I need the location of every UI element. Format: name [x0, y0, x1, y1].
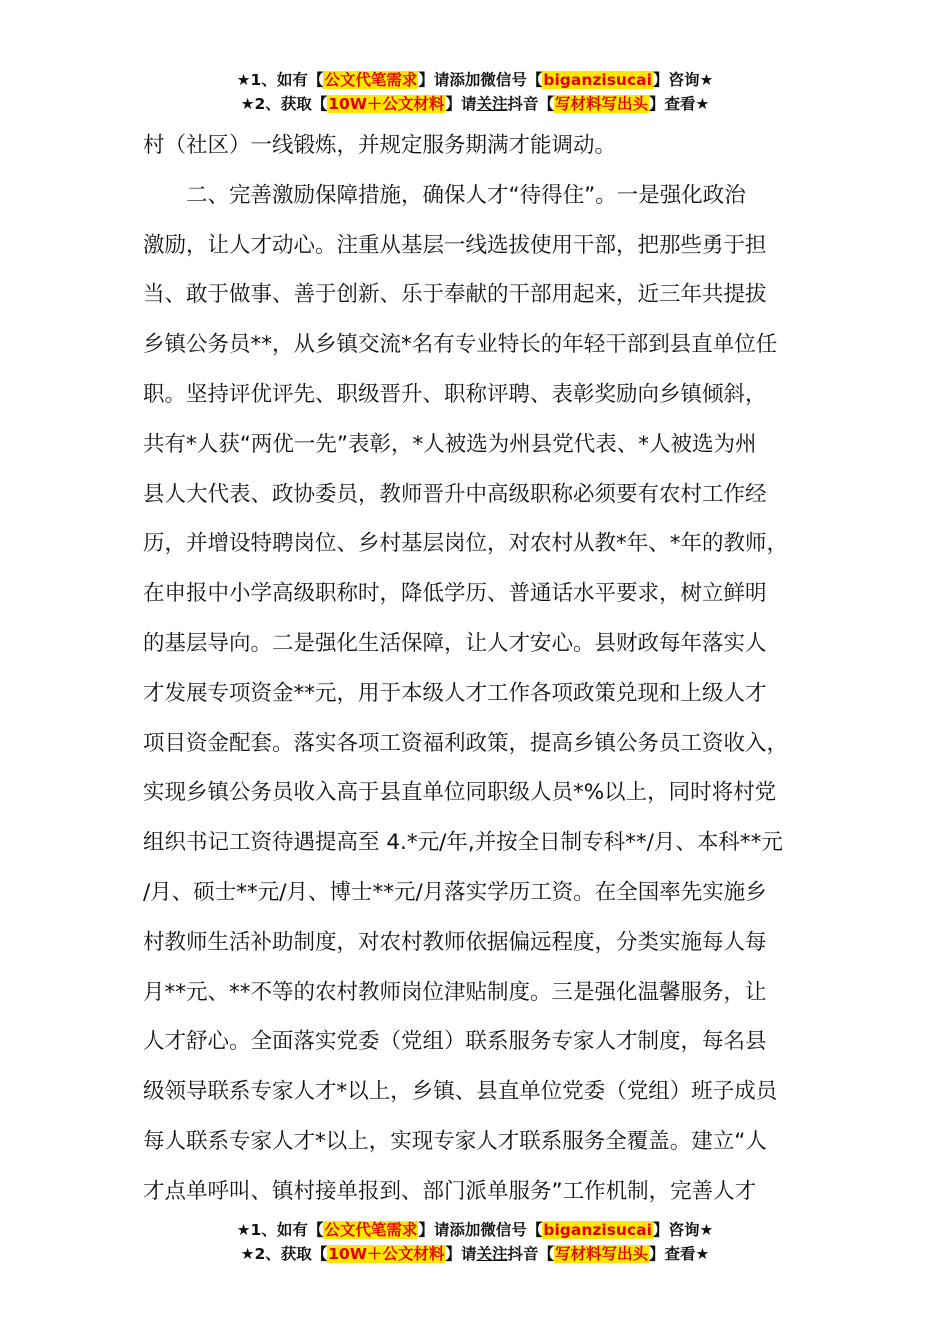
body-line: 职。坚持评优评先、职级晋升、职称评聘、表彰奖励向乡镇倾斜，: [143, 381, 767, 407]
body-line: 乡镇公务员**，从乡镇交流*名有专业特长的年轻干部到县直单位任: [143, 332, 778, 358]
body-line: 村教师生活补助制度，对农村教师依据偏远程度，分类实施每人每: [143, 929, 767, 955]
banner-text: 】咨询★: [652, 71, 714, 89]
footer-banner: [0, 1218, 950, 1266]
banner-line-1: [0, 1218, 950, 1242]
body-line: 激励，让人才动心。注重从基层一线选拔使用干部，把那些勇于担: [143, 232, 767, 258]
banner-text: ★2、获取【: [240, 95, 328, 113]
banner-text: 】请添加: [418, 1221, 481, 1239]
banner-text: 】请: [445, 95, 477, 113]
banner-text: ★1、如有【: [236, 1221, 324, 1239]
body-line: 村（社区）一线锻炼，并规定服务期满才能调动。: [143, 133, 617, 158]
body-line: 才发展专项资金**元，用于本级人才工作各项政策兑现和上级人才: [143, 680, 767, 706]
banner-line-2: [0, 92, 950, 116]
body-line: 共有*人获“两优一先”表彰，*人被选为州县党代表、*人被选为州: [143, 431, 757, 457]
underlined-text: 关注: [476, 95, 508, 113]
header-banner: [0, 68, 950, 116]
body-line: 历，并增设特聘岗位、乡村基层岗位，对农村从教*年、*年的教师，: [143, 531, 789, 557]
banner-text: ★1、如有【: [236, 71, 324, 89]
banner-text: 抖音【: [507, 95, 554, 113]
body-line: 每人联系专家人才*以上，实现专家人才联系服务全覆盖。建立“人: [143, 1128, 767, 1154]
banner-line-1: [0, 68, 950, 92]
banner-line-2: [0, 1242, 950, 1266]
highlight-text: 10W＋公文材料: [328, 95, 445, 113]
highlight-text: 写材料写出头: [554, 1245, 648, 1263]
body-line: 在申报中小学高级职称时，降低学历、普通话水平要求，树立鲜明: [143, 581, 767, 607]
highlight-text: 10W＋公文材料: [328, 1245, 445, 1263]
highlight-text: biganzisucai: [543, 1221, 652, 1239]
body-line: 组织书记工资待遇提高至 4.*元/年,并按全日制专科**/月、本科**元: [143, 830, 783, 856]
banner-text: ★2、获取【: [240, 1245, 328, 1263]
banner-text: 】查看★: [649, 1245, 710, 1263]
banner-text: 】请: [445, 1245, 477, 1263]
underlined-text: 关注: [476, 1245, 508, 1263]
body-line: 才点单呼叫、镇村接单报到、部门派单服务”工作机制，完善人才: [143, 1178, 757, 1204]
highlight-text: 公文代笔需求: [324, 71, 418, 89]
banner-text: 微信号【: [480, 1221, 543, 1239]
banner-text: 抖音【: [507, 1245, 554, 1263]
body-line: 的基层导向。二是强化生活保障，让人才安心。县财政每年落实人: [143, 630, 767, 656]
highlight-text: 公文代笔需求: [324, 1221, 418, 1239]
body-line: 项目资金配套。落实各项工资福利政策，提高乡镇公务员工资收入，: [143, 730, 789, 756]
body-line: 当、敢于做事、善于创新、乐于奉献的干部用起来，近三年共提拔: [143, 282, 767, 308]
document-body: [143, 121, 813, 1217]
body-line: /月、硕士**元/月、博士**元/月落实学历工资。在全国率先实施乡: [143, 879, 767, 905]
banner-text: 】咨询★: [652, 1221, 714, 1239]
body-line: 二、完善激励保障措施，确保人才“待得住”。一是强化政治: [143, 182, 746, 208]
body-line: 月**元、**不等的农村教师岗位津贴制度。三是强化温馨服务，让: [143, 979, 767, 1005]
body-line: 人才舒心。全面落实党委（党组）联系服务专家人才制度，每名县: [143, 1029, 767, 1055]
highlight-text: biganzisucai: [543, 71, 652, 89]
highlight-text: 写材料写出头: [554, 95, 648, 113]
body-line: 实现乡镇公务员收入高于县直单位同职级人员*%以上，同时将村党: [143, 780, 777, 806]
banner-text: 】查看★: [649, 95, 710, 113]
banner-text: 】请添加: [418, 71, 481, 89]
banner-text: 微信号【: [480, 71, 543, 89]
body-line: 级领导联系专家人才*以上，乡镇、县直单位党委（党组）班子成员: [143, 1079, 778, 1105]
body-line: 县人大代表、政协委员，教师晋升中高级职称必须要有农村工作经: [143, 481, 767, 507]
